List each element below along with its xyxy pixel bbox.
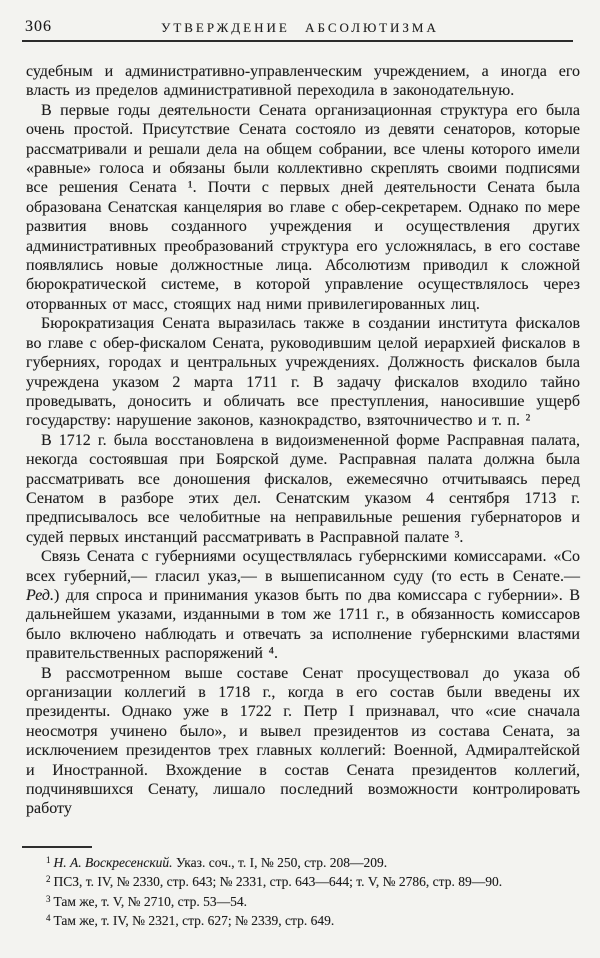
body-paragraph: Бюрократизация Сената выразилась также в создании института фискалов во главе с обер-фискалом Сената, руководившим целой иерархией фискалов в губерниях, городах и центральных учреждениях. Должность фискалов была учреждена указом 2 марта 1711 г. В задачу фискалов входило тайно проведывать, доносить и обличать все преступления, наносившие ущерб государству: нарушение законов, казнокрадство, взяточничество и т. п. ² <box>26 315 580 430</box>
footnote <box>26 911 580 930</box>
footnote-marker: 1 <box>46 855 51 865</box>
running-title: УТВЕРЖДЕНИЕ АБСОЛЮТИЗМА <box>161 20 439 35</box>
body-paragraph <box>26 547 580 663</box>
page-header <box>25 16 575 38</box>
page-number: 306 <box>25 18 52 35</box>
footnote-marker: 3 <box>46 893 51 904</box>
footnote-text: ПСЗ, т. IV, № 2330, стр. 643; № 2331, стр. 643—644; т. V, № 2786, стр. 89—90. <box>53 874 503 890</box>
body-paragraph: В рассмотренном выше составе Сенат просуществовал до указа об организации коллегий в 1718 г., когда в его состав были введены их президенты. Однако уже в 1722 г. Петр I признавал, что «сие сначала неосмотря учинено было», и вывел президентов из состава Сената, за исключением президентов трех главных коллегий: Военной, Адмиралтейской и Иностранной. Вхождение в состав Сената президентов коллегий, подчинявшихся Сенату, лишало последний возможности контролировать работу <box>26 664 580 818</box>
editorial-note-italic: Ред. <box>26 586 54 604</box>
body-paragraph: В 1712 г. была восстановлена в видоизмененной форме Расправная палата, некогда состоявшая при Боярской думе. Расправная палата должна была рассматривать все доношения фискалов, ежемесячно отчитываясь перед Сенатом в разборе этих дел. Сенатским указом 4 сентября 1713 г. предписывалось все челобитные на неправильные решения губернаторов и судей первых инстанций рассматривать в Расправной палате ³. <box>26 431 580 546</box>
footnote-text: Там же, т. V, № 2710, стр. 53—54. <box>53 893 248 909</box>
header-rule <box>22 40 573 42</box>
body-paragraph: судебным и административно-управленческим учреждением, а иногда его власть из пределов административной переходила в законодательную. <box>26 63 580 100</box>
footnote-separator <box>22 846 92 848</box>
footnote <box>26 853 580 872</box>
footnote-marker: 2 <box>46 874 51 885</box>
footnote <box>26 872 580 891</box>
body-text <box>26 62 580 819</box>
footnote-text: Указ. соч., т. I, № 250, стр. 208—209. <box>172 855 388 870</box>
paragraph-text: Связь Сената с губерниями осуществлялась губернскими комиссарами. «Со всех губерний,— гласил указ,— в вышеписанном суду (то есть в Сенате.— <box>26 548 580 585</box>
body-paragraph: В первые годы деятельности Сената организационная структура его была очень простой. Присутствие Сената состояло из девяти сенаторов, которые рассматривали и решали дела на общем собрании, все члены которого имели «равные» голоса и обязаны были коллективно скреплять своими подписями все решения Сената ¹. Почти с первых дней деятельности Сената была образована Сенатская канцелярия во главе с обер-секретарем. Однако по мере развития вновь созданного учреждения и осуществления других административных преобразований структура его усложнялась, в его составе появлялись новые должностные лица. Абсолютизм приводил к сложной бюрократической системе, в которой управление осуществлялось через оторванных от масс, стоящих над ними привилегированных лиц. <box>26 101 580 313</box>
footnote-author-italic: Н. А. Воскресенский. <box>53 855 173 870</box>
footnote-marker: 4 <box>46 912 51 923</box>
paragraph-text: ) для спроса и принимания указов быть по два комиссара с губернии». В дальнейшем указами, изданными в том же 1711 г., в обязанность комиссаров было включено наблюдать и отвечать за исполнение губернскими властями правительственных распоряжений ⁴. <box>26 586 580 663</box>
footnotes-block <box>26 846 580 930</box>
footnote-text: Там же, т. IV, № 2321, стр. 627; № 2339, стр. 649. <box>53 912 335 928</box>
footnote <box>26 892 580 911</box>
